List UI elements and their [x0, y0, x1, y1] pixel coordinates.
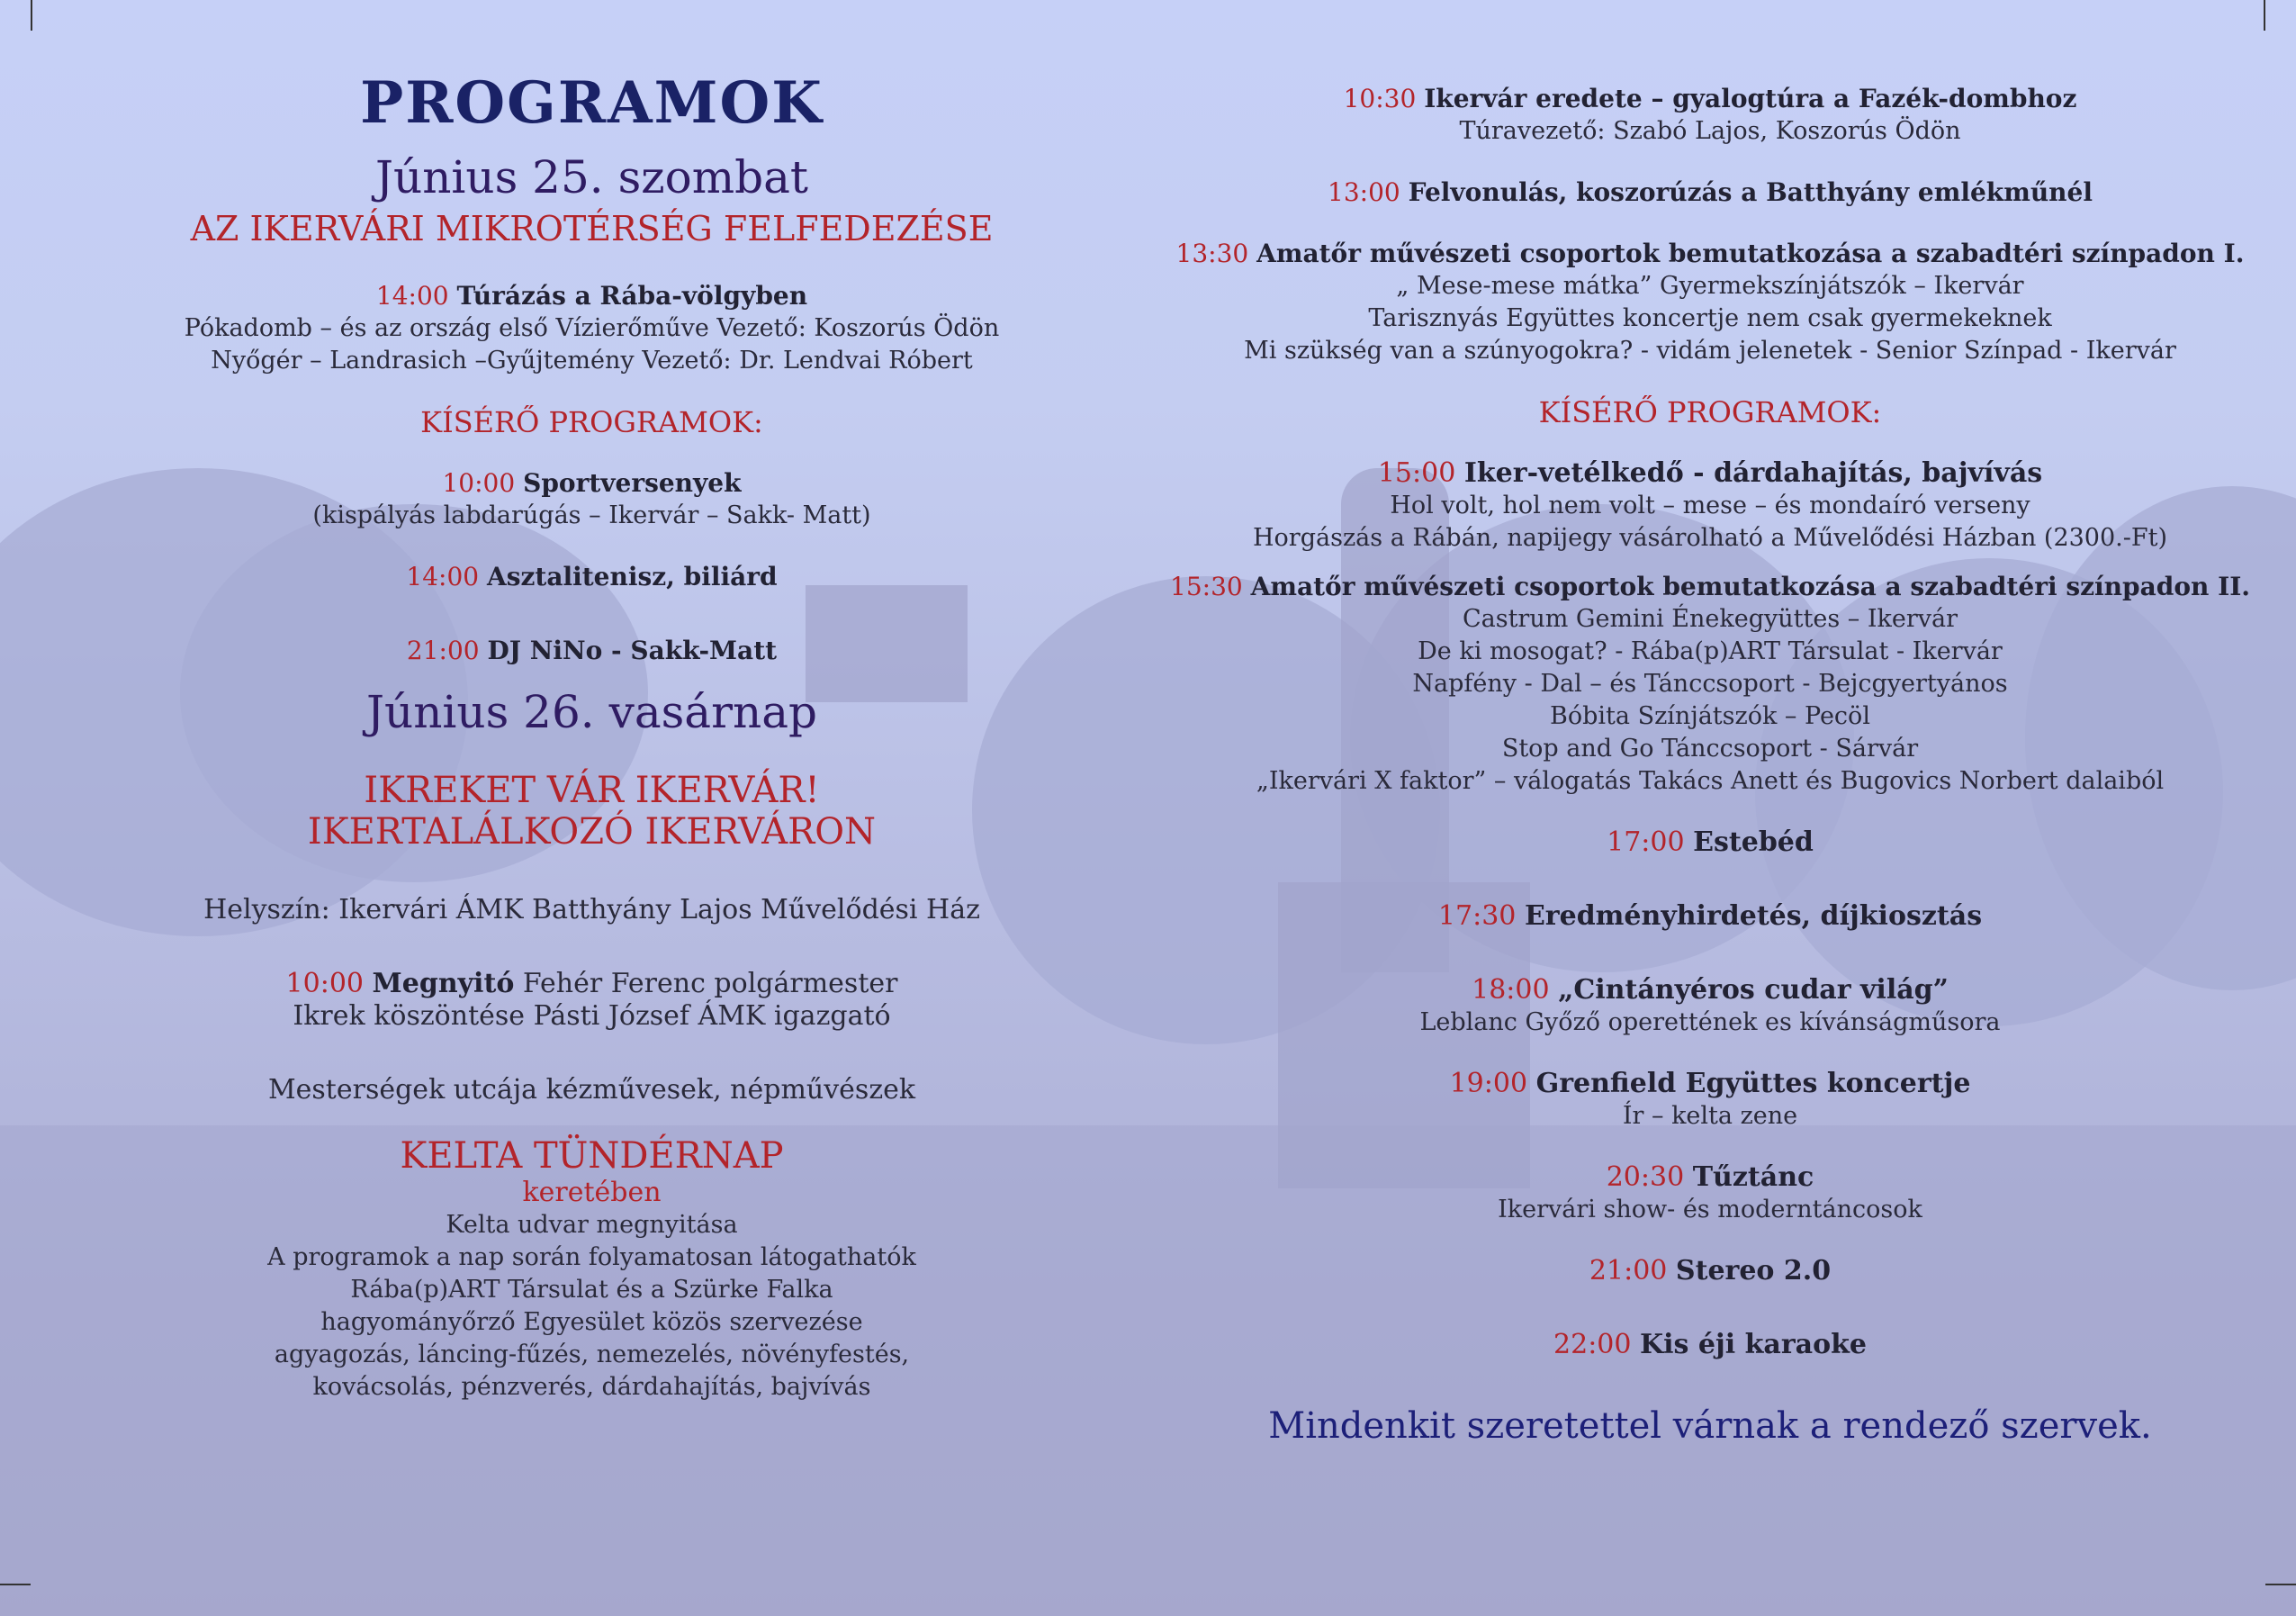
event-1700: 17:00 Estebéd	[1607, 826, 1814, 858]
day1-event-hiking-line: Nyőgér – Landrasich –Gyűjtemény Vezető: Dr. Lendvai Róbert	[211, 347, 973, 375]
day2-celtic-line: Kelta udvar megnyitása	[446, 1211, 738, 1239]
day2-celtic-line: agyagozás, láncing-fűzés, nemezelés, növényfestés,	[274, 1341, 910, 1368]
event-1500-line: Horgászás a Rábán, napijegy vásárolható a Művelődési Házban (2300.-Ft)	[1253, 524, 2167, 552]
day2-celtic-line: Rába(p)ART Társulat és a Szürke Falka	[350, 1276, 833, 1304]
event-1800: 18:00 „Cintányéros cudar világ”	[1472, 974, 1949, 1006]
event-1530: 15:30 Amatőr művészeti csoportok bemutatkozása a szabadtéri színpadon II.	[1170, 572, 2251, 601]
day2-celtic-title: KELTA TÜNDÉRNAP	[400, 1135, 784, 1177]
day2-heading: Június 26. vasárnap	[365, 686, 818, 738]
event-1530-line: „Ikervári X faktor” – válogatás Takács Anett és Bugovics Norbert dalaiból	[1256, 767, 2165, 795]
event-1730: 17:30 Eredményhirdetés, díjkiosztás	[1437, 900, 1983, 932]
event-2100: 21:00 Stereo 2.0	[1589, 1255, 1832, 1286]
event-1530-line: Castrum Gemini Énekegyüttes – Ikervár	[1462, 605, 1958, 633]
closing-message: Mindenkit szeretettel várnak a rendező szervek.	[1268, 1405, 2152, 1447]
event-1530-line: De ki mosogat? - Rába(p)ART Társulat - Ikervár	[1418, 637, 2003, 665]
day1-side-sports-line: (kispályás labdarúgás – Ikervár – Sakk- Matt)	[312, 501, 871, 529]
left-column	[81, 0, 1103, 1404]
day2-opening: 10:00 Megnyitó Fehér Ferenc polgármester	[285, 968, 898, 999]
event-1800-line: Leblanc Győző operettének es kívánságműsora	[1419, 1008, 2001, 1036]
side-programs-heading: KÍSÉRŐ PROGRAMOK:	[1538, 395, 1882, 429]
crop-mark-bottom-left	[0, 1584, 31, 1616]
event-1500: 15:00 Iker-vetélkedő - dárdahajítás, bajvívás	[1377, 457, 2043, 489]
day2-celtic-line: kovácsolás, pénzverés, dárdahajítás, bajvívás	[312, 1373, 871, 1401]
day1-event-hiking-line: Pókadomb – és az ország első Vízierőműve Vezető: Koszorús Ödön	[184, 314, 1000, 342]
event-1500-line: Hol volt, hol nem volt – mese – és mondaíró verseny	[1390, 492, 2030, 519]
event-1900-line: Ír – kelta zene	[1622, 1102, 1798, 1130]
event-2030: 20:30 Tűztánc	[1606, 1161, 1814, 1193]
day1-heading: Június 25. szombat	[374, 151, 809, 203]
event-1530-line: Bóbita Színjátszók – Pecöl	[1550, 702, 1870, 730]
event-1900: 19:00 Grenfield Együttes koncertje	[1449, 1068, 1971, 1099]
crop-mark-top-right	[2264, 0, 2296, 31]
day1-side-tabletennis: 14:00 Asztalitenisz, biliárd	[406, 562, 778, 591]
event-1330-line: „ Mese-mese mátka” Gyermekszínjátszók – Ikervár	[1396, 272, 2024, 300]
day2-opening-line: Ikrek köszöntése Pásti József ÁMK igazgató	[293, 1000, 891, 1032]
event-1330-line: Mi szükség van a szúnyogokra? - vidám jelenetek - Senior Színpad - Ikervár	[1244, 337, 2176, 365]
event-1300: 13:00 Felvonulás, koszorúzás a Batthyány emlékműnél	[1328, 177, 2093, 207]
event-2030-line: Ikervári show- és moderntáncosok	[1498, 1196, 1922, 1223]
event-1330-line: Tarisznyás Együttes koncertje nem csak gyermekeknek	[1368, 304, 2052, 332]
day2-celtic-subtitle: keretében	[522, 1177, 662, 1208]
day2-crafts: Mesterségek utcája kézművesek, népművészek	[267, 1074, 916, 1106]
event-1530-line: Napfény - Dal – és Tánccsoport - Bejcgyertyános	[1412, 670, 2008, 698]
event-2200: 22:00 Kis éji karaoke	[1553, 1329, 1867, 1360]
day2-slogan: IKREKET VÁR IKERVÁR!	[364, 770, 820, 811]
day1-side-programs-heading: KÍSÉRŐ PROGRAMOK:	[420, 405, 763, 439]
event-1030: 10:30 Ikervár eredete – gyalogtúra a Fazék-dombhoz	[1343, 84, 2077, 113]
day1-event-hiking: 14:00 Túrázás a Rába-völgyben	[375, 281, 808, 311]
crop-mark-bottom-right	[2265, 1584, 2296, 1616]
day2-location: Helyszín: Ikervári ÁMK Batthyány Lajos Művelődési Ház	[203, 894, 980, 925]
right-column	[1170, 0, 2250, 1449]
day2-slogan: IKERTALÁLKOZÓ IKERVÁRON	[307, 811, 877, 853]
day2-celtic-line: hagyományőrző Egyesület közös szervezése	[320, 1308, 863, 1336]
event-1330: 13:30 Amatőr művészeti csoportok bemutatkozása a szabadtéri színpadon I.	[1175, 239, 2245, 268]
event-1530-line: Stop and Go Tánccsoport - Sárvár	[1501, 735, 1919, 763]
day1-side-dj: 21:00 DJ NiNo - Sakk-Matt	[406, 636, 778, 665]
day1-side-sports: 10:00 Sportversenyek	[442, 468, 742, 498]
day1-section-title: AZ IKERVÁRI MIKROTÉRSÉG FELFEDEZÉSE	[190, 209, 994, 248]
page-title: PROGRAMOK	[360, 69, 824, 137]
crop-mark-top-left	[0, 0, 32, 31]
event-1030-line: Túravezető: Szabó Lajos, Koszorús Ödön	[1459, 117, 1961, 145]
day2-celtic-line: A programok a nap során folyamatosan látogathatók	[267, 1243, 916, 1271]
